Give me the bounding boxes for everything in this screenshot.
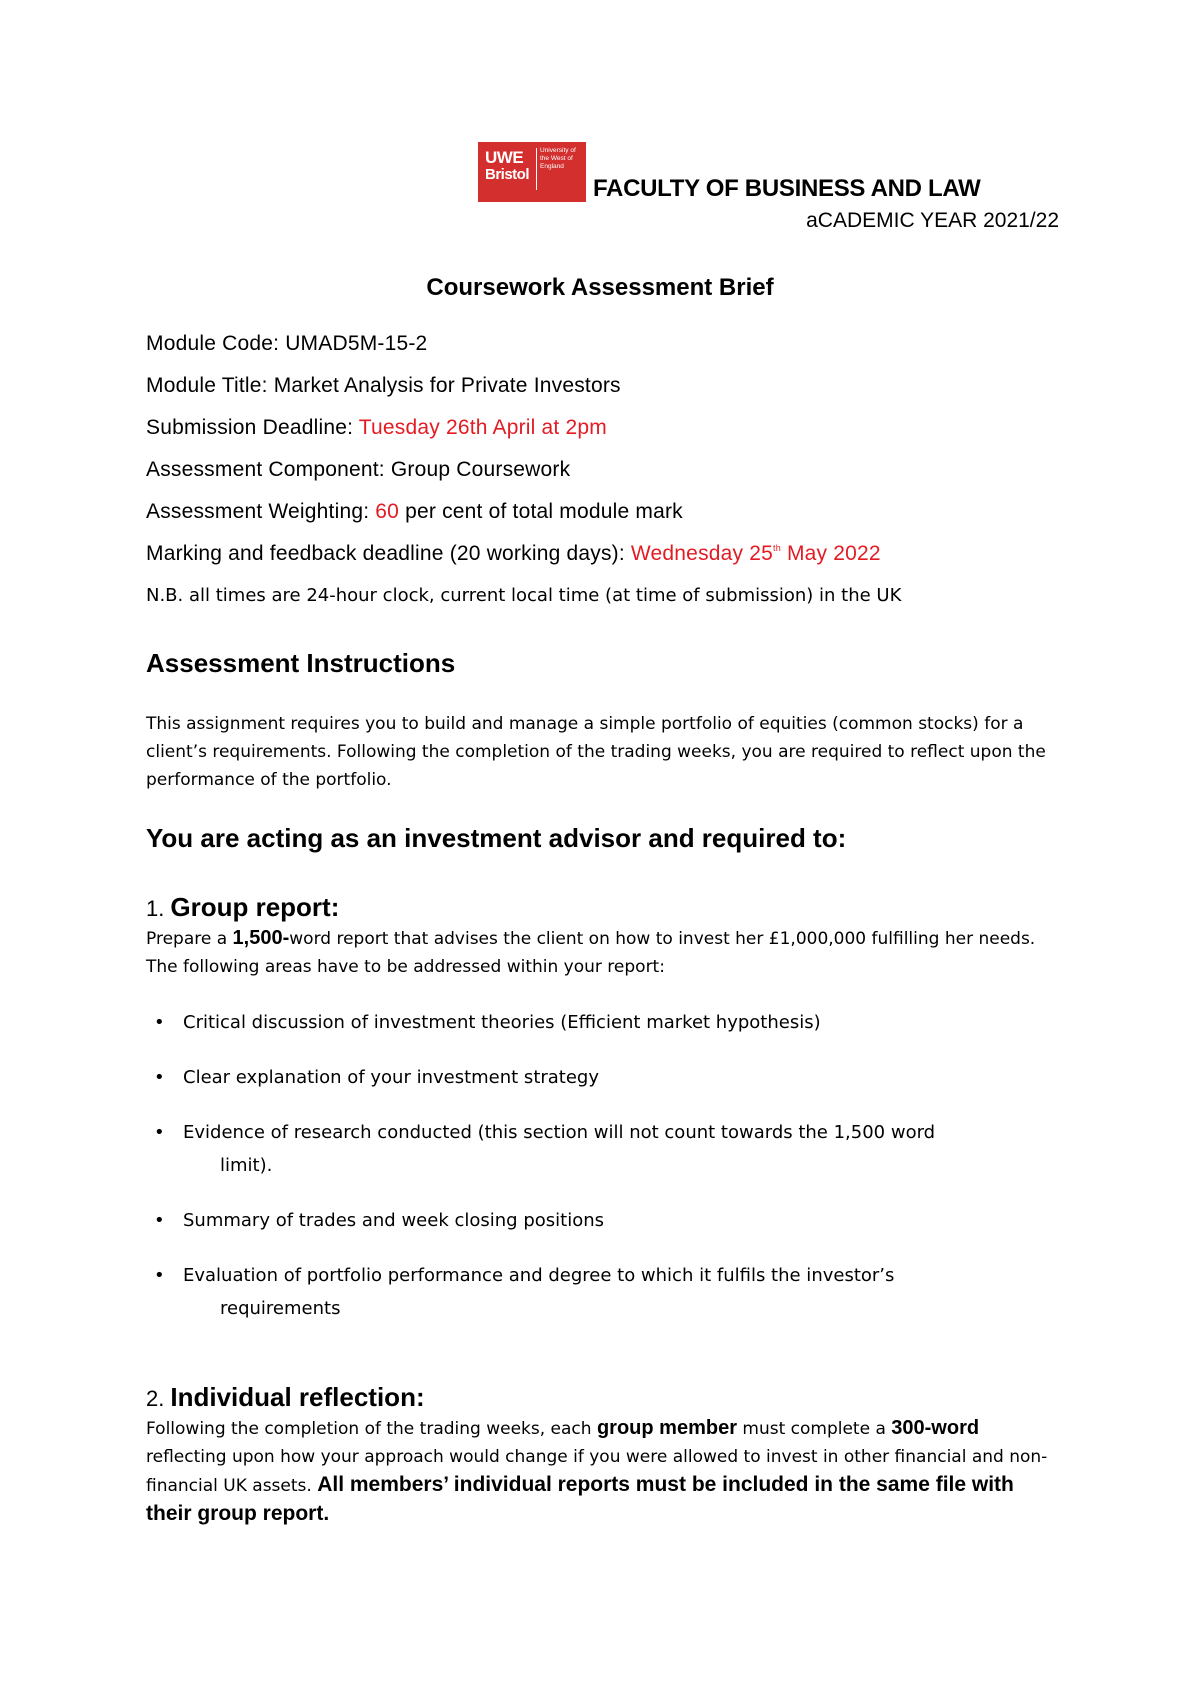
bullet-text: Evaluation of portfolio performance and degree to which it fulfils the investor’s [183,1265,895,1286]
assessment-component-line [146,458,570,482]
weighting-suffix: per cent of total module mark [399,500,683,523]
section2-number: 2. [146,1386,165,1411]
section1-number: 1. [146,896,165,921]
faculty-title: FACULTY OF BUSINESS AND LAW [593,175,981,202]
module-title-line [146,374,621,398]
logo-line2: Bristol [485,166,530,183]
academic-year: aCADEMIC YEAR 2021/22 [806,209,1059,232]
section1-intro-c: word report that advises the client on how to invest her £1,000,000 fulfilling her needs. The following areas have to be addressed within your report: [146,929,1036,977]
feedback-value-a: Wednesday 25 [630,542,774,565]
section1-intro [146,924,1051,981]
feedback-label: Marking and feedback deadline (20 working days): [146,542,631,565]
time-note: N.B. all times are 24-hour clock, current local time (at time of submission) in the UK [146,585,902,606]
module-title-value: Market Analysis for Private Investors [273,374,621,397]
logo-line1: UWE [485,148,524,167]
assessment-weighting-line [146,500,683,524]
module-title-label: Module Title: [146,374,274,397]
page-title: Coursework Assessment Brief [426,274,774,301]
section2-heading [146,1382,425,1413]
bullet-icon: • [154,1122,165,1143]
feedback-deadline-line [146,542,881,566]
section2-p-c: must complete a [736,1419,892,1439]
section1-intro-b: 1,500- [232,927,290,949]
acting-heading: You are acting as an investment advisor and required to: [146,823,847,853]
section2-p-e: reflecting upon how your approach would change if you were allowed to invest in other financial and non-financial UK assets. [146,1447,1048,1496]
module-code-line [146,332,427,356]
bullet-icon: • [154,1265,165,1286]
bullet-icon: • [154,1210,165,1231]
logo-small-text: University of the West of England [540,147,576,170]
bullet-text: Evidence of research conducted (this section will not count towards the 1,500 word [183,1122,936,1143]
section2-p-b: group member [596,1417,737,1439]
submission-deadline-line [146,416,607,440]
bullet-icon: • [154,1067,165,1088]
deadline-label: Submission Deadline: [146,416,359,439]
module-code-label: Module Code: [146,332,286,355]
weighting-label: Assessment Weighting: [146,500,376,523]
section1-heading [146,892,339,923]
section2-paragraph [146,1414,1056,1529]
feedback-value-sup: th [773,543,781,553]
component-value: Group Coursework [390,458,571,481]
uwe-bristol-logo [478,142,586,202]
bullet-continuation: limit). [220,1155,273,1176]
section1-intro-a: Prepare a [146,929,233,949]
bullet-continuation: requirements [220,1298,341,1319]
section2-p-a: Following the completion of the trading weeks, each [146,1419,597,1439]
instructions-heading: Assessment Instructions [146,648,456,678]
bullet-icon: • [154,1012,165,1033]
bullet-text: Clear explanation of your investment strategy [183,1067,600,1088]
weighting-value: 60 [375,500,400,523]
instructions-paragraph: This assignment requires you to build and manage a simple portfolio of equities (common stocks) for a client’s requirements. Following the completion of the trading weeks, you are required to reflect upon the performance of the portfolio. [146,714,1046,790]
bullet-text: Summary of trades and week closing positions [183,1210,604,1231]
feedback-value-b: May 2022 [780,542,881,565]
section2-title: Individual reflection: [170,1382,425,1412]
logo-divider [536,148,537,190]
section2-p-d: 300-word [891,1417,980,1439]
section1-title: Group report: [170,892,340,922]
component-label: Assessment Component: [146,458,391,481]
deadline-value: Tuesday 26th April at 2pm [358,416,607,439]
section2-p-f: All members’ individual reports must be included in the same file with their group report. [146,1473,1014,1525]
module-code-value: UMAD5M-15-2 [285,332,428,355]
bullet-text: Critical discussion of investment theories (Efficient market hypothesis) [183,1012,821,1033]
